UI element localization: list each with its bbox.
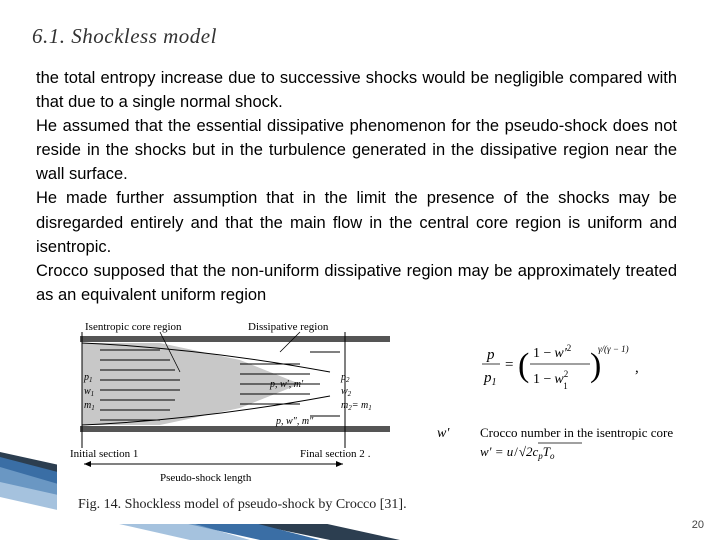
pressure-ratio-equation: [482, 343, 639, 391]
eq-inner-den: $1 - w^2$ 1: [533, 369, 569, 391]
slide-title: 6.1. Shockless model: [32, 24, 217, 48]
paragraph: He made further assumption that in the limit the presence of the shocks may be disregarded entirely and that the main flow in the central core region is uniform and isentropic.: [36, 189, 677, 256]
page-number: 20: [691, 519, 704, 531]
outlet-m: $m_2= m_1$: [341, 400, 372, 412]
core-label: p, w', m': [270, 379, 304, 390]
eq-paren-left: (: [518, 347, 530, 384]
eq-inner-num: $1 - w'^2$: [533, 343, 572, 361]
outlet-p: $p_2$: [341, 372, 350, 384]
outlet-w: $w_2$: [341, 386, 352, 398]
eq-equals: =: [505, 357, 514, 373]
label-dissipative: Dissipative region: [248, 321, 329, 333]
def-symbol: w': [437, 426, 450, 441]
eq-lhs-num: p: [487, 347, 495, 363]
inlet-m: $m_1$: [84, 400, 95, 412]
def-text: Crocco number in the isentropic core: [480, 425, 674, 440]
figure-caption: Fig. 14. Shockless model of pseudo-shock by Crocco [31].: [78, 497, 407, 512]
label-final: Final section 2 .: [300, 448, 371, 460]
label-length: Pseudo-shock length: [160, 472, 252, 484]
crocco-definition: [437, 425, 673, 461]
paragraph: the total entropy increase due to successive shocks would be negligible compared with that due to a single normal shock.: [36, 69, 677, 112]
label-initial: Initial section 1: [70, 448, 139, 460]
def-eq: $w' = u/√2c_pT_o$: [480, 444, 555, 461]
eq-lhs-den: $p_1$: [484, 370, 497, 388]
eq-comma: ,: [635, 360, 639, 376]
body-text: [36, 66, 677, 307]
diss-label: p, w", m": [276, 416, 314, 427]
paragraph: He assumed that the essential dissipative phenomenon for the pseudo-shock does not reside in the shocks but in the turbulence generated in the dissipative region near the wall surface.: [36, 117, 677, 184]
inlet-p: $p_1$: [84, 372, 93, 384]
inlet-w: $w_1$: [84, 386, 95, 398]
duct-bottom-wall: [80, 426, 390, 432]
eq-outer-exp: γ/(γ − 1): [598, 344, 629, 354]
duct-top-wall: [80, 336, 390, 342]
paragraph: Crocco supposed that the non-uniform dissipative region may be approximately treated as an equivalent uniform region: [36, 261, 677, 304]
label-core: Isentropic core region: [85, 321, 182, 333]
eq-paren-right: ): [590, 347, 602, 384]
